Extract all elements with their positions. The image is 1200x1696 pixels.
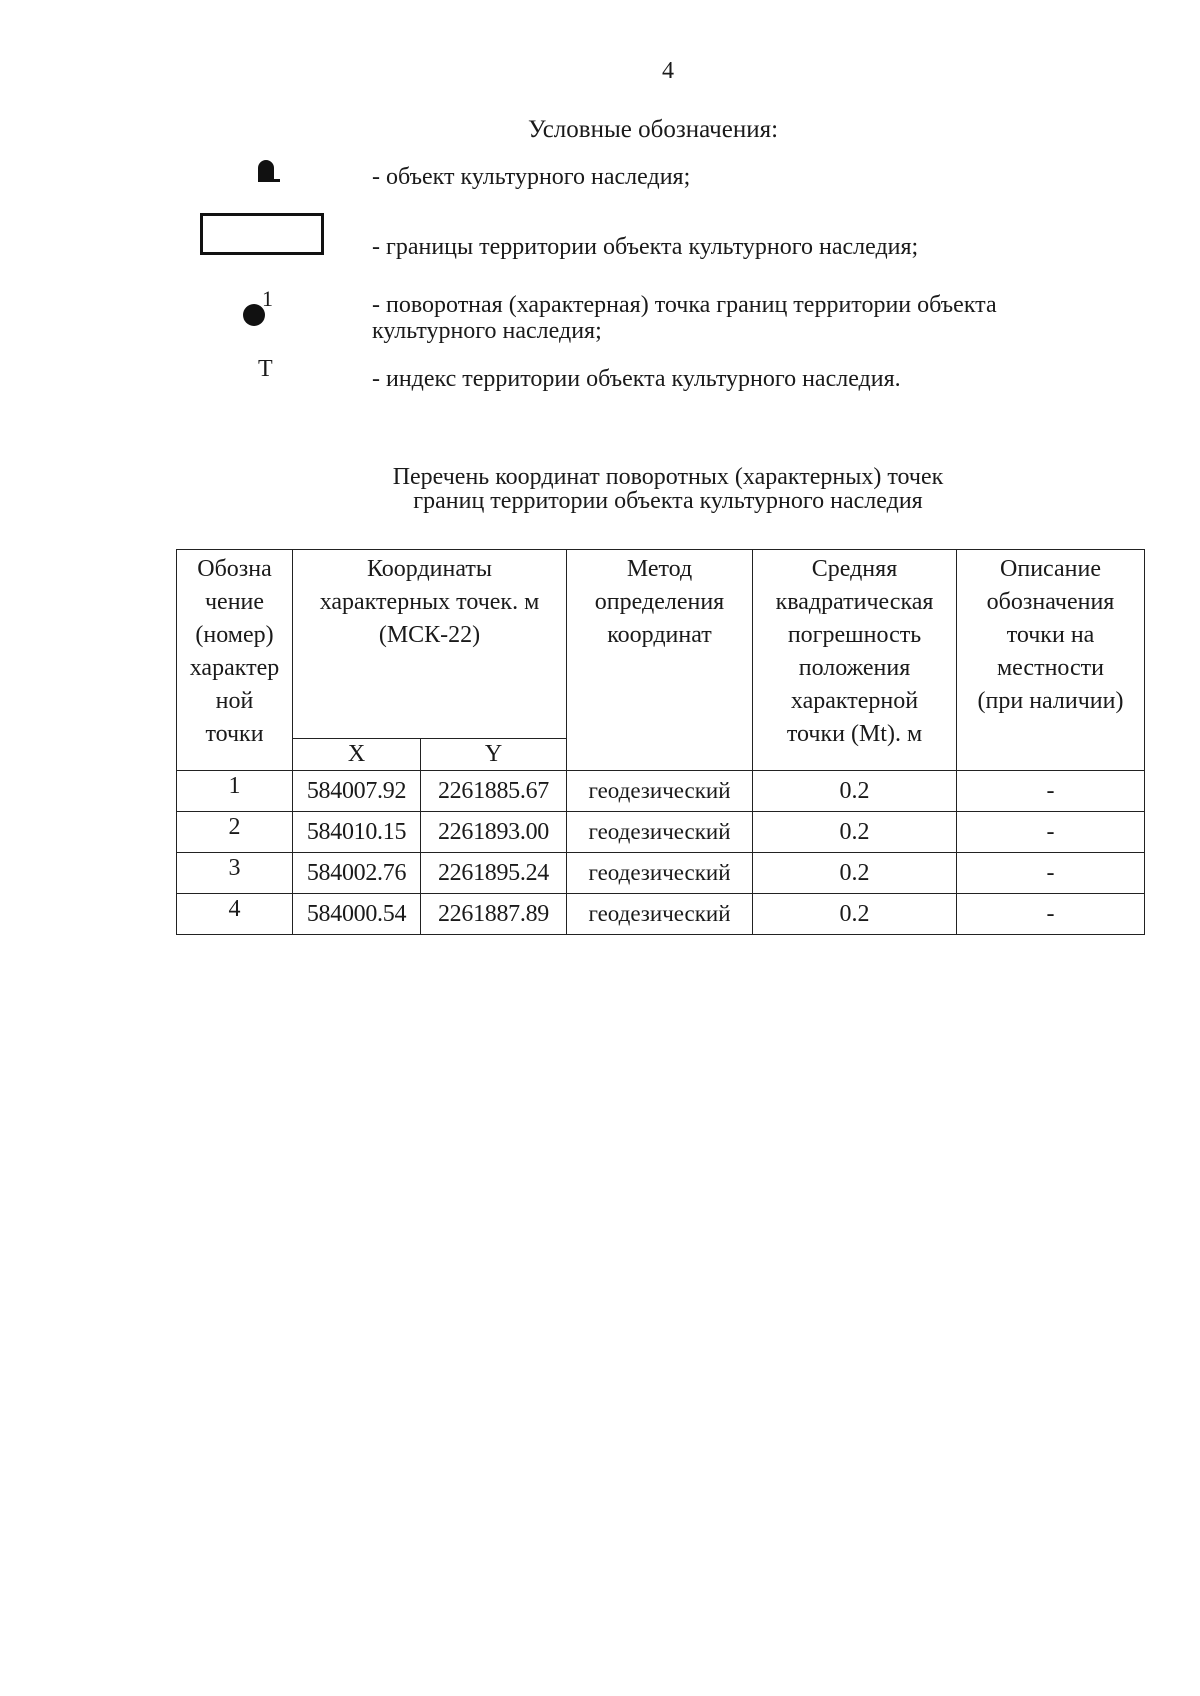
legend-item-point xyxy=(372,292,997,344)
cell-method: геодезический xyxy=(567,812,753,853)
heritage-object-icon xyxy=(258,160,274,182)
header-designation: Обозна чение (номер) характер ной точки xyxy=(177,550,293,771)
cell-num: 4 xyxy=(177,894,293,935)
table-title xyxy=(0,465,1200,513)
table-row xyxy=(177,771,1145,812)
cell-y: 2261893.00 xyxy=(421,812,567,853)
cell-num: 1 xyxy=(177,771,293,812)
header-description: Описание обозначения точки на местности (при наличии) xyxy=(957,550,1145,771)
cell-error: 0.2 xyxy=(753,853,957,894)
table-row xyxy=(177,812,1145,853)
cell-description: - xyxy=(957,812,1145,853)
cell-x: 584007.92 xyxy=(293,771,421,812)
turning-point-label: 1 xyxy=(262,286,273,311)
legend-item-point-line1: - поворотная (характерная) точка границ территории объекта xyxy=(372,292,997,318)
cell-error: 0.2 xyxy=(753,812,957,853)
legend-item-object: - объект культурного наследия; xyxy=(372,164,691,190)
header-coordinates: Координаты характерных точек. м (МСК-22) xyxy=(293,550,567,739)
cell-num: 3 xyxy=(177,853,293,894)
cell-description: - xyxy=(957,853,1145,894)
cell-method: геодезический xyxy=(567,894,753,935)
cell-error: 0.2 xyxy=(753,894,957,935)
legend-title: Условные обозначения: xyxy=(528,116,779,143)
cell-method: геодезический xyxy=(567,771,753,812)
territory-index-icon: Т xyxy=(258,356,273,382)
coordinates-table xyxy=(176,549,1145,935)
legend-item-index: - индекс территории объекта культурного наследия. xyxy=(372,366,901,392)
cell-error: 0.2 xyxy=(753,771,957,812)
legend-item-point-line2: культурного наследия; xyxy=(372,318,602,344)
header-x: X xyxy=(293,739,421,771)
legend-item-border: - границы территории объекта культурного наследия; xyxy=(372,234,919,260)
cell-description: - xyxy=(957,894,1145,935)
territory-border-icon xyxy=(200,213,324,255)
cell-num: 2 xyxy=(177,812,293,853)
cell-y: 2261887.89 xyxy=(421,894,567,935)
cell-method: геодезический xyxy=(567,853,753,894)
cell-y: 2261885.67 xyxy=(421,771,567,812)
page-number: 4 xyxy=(662,58,674,84)
header-method: Метод определения координат xyxy=(567,550,753,771)
table-title-line1: Перечень координат поворотных (характерных) точек xyxy=(392,464,944,490)
cell-description: - xyxy=(957,771,1145,812)
table-row xyxy=(177,853,1145,894)
table-title-line2: границ территории объекта культурного наследия xyxy=(413,488,923,514)
cell-x: 584010.15 xyxy=(293,812,421,853)
header-error: Средняя квадратическая погрешность положения характерной точки (Mt). м xyxy=(753,550,957,771)
cell-x: 584002.76 xyxy=(293,853,421,894)
header-y: Y xyxy=(421,739,567,771)
cell-y: 2261895.24 xyxy=(421,853,567,894)
table-row xyxy=(177,894,1145,935)
cell-x: 584000.54 xyxy=(293,894,421,935)
